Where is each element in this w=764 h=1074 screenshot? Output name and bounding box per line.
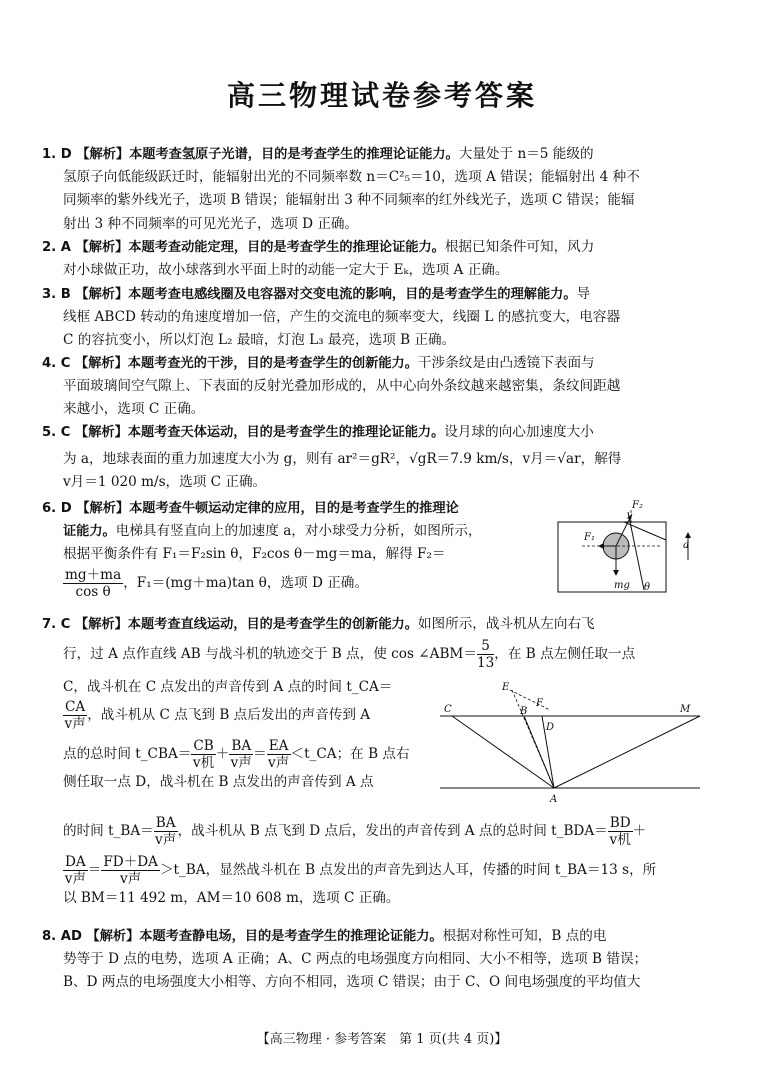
answer-7-line: ，战斗机从 B 点飞到 D 点后，发出的声音传到 A 点的总时间 t_BDA＝ <box>177 823 608 839</box>
answer-6 <box>42 497 552 600</box>
answer-4-heading: 4. C 【解析】本题考查光的干涉，目的是考查学生的创新能力。 <box>42 356 418 371</box>
label-a: A <box>550 794 558 805</box>
answer-7-continued <box>42 815 722 910</box>
answer-7-line: ，在 B 点左侧任取一点 <box>494 646 636 663</box>
answer-5-line: v月＝1 020 m/s，选项 C 正确。 <box>63 474 267 491</box>
answer-2-line: 对小球做正功，故小球落到水平面上时的动能一定大于 Eₖ，选项 A 正确。 <box>63 262 509 279</box>
label-d: D <box>546 722 555 733</box>
answer-6-text: 电梯具有竖直向上的加速度 a，对小球受力分析，如图所示， <box>115 523 482 540</box>
plus-sign: ＋ <box>632 823 647 839</box>
answer-7-line: 以 BM＝11 492 m，AM＝10 608 m，选项 C 正确。 <box>63 890 400 906</box>
fraction: $\frac{DA}{\text{v声}}$ <box>64 854 86 887</box>
label-f2: F₂ <box>632 500 643 511</box>
fraction: $\frac{BA}{\text{v声}}$ <box>230 738 252 772</box>
answer-7-line: C，战斗机在 C 点发出的声音传到 A 点的时间 t_CA＝ <box>63 679 393 695</box>
answer-8-line: B、D 两点的电场强度大小相等、方向不相同，选项 C 错误；由于 C、O 间电场强度的平均值大 <box>63 974 641 991</box>
label-f1: F₁ <box>584 532 595 543</box>
answer-6-line: 根据平衡条件有 F₁＝F₂sin θ，F₂cos θ－mg＝ma，解得 F₂＝ <box>63 546 446 563</box>
elevator-force-diagram <box>552 498 702 594</box>
answer-6-heading-cont: 证能力。 <box>63 524 116 540</box>
answer-3-text: 导 <box>576 286 591 302</box>
answer-6-line: ，F₁＝(mg＋ma)tan θ，选项 D 正确。 <box>123 574 368 591</box>
fraction: $\frac{CB}{\text{v机}}$ <box>192 738 215 772</box>
answer-1-text: 大量处于 n＝5 能级的 <box>458 146 594 162</box>
answer-1 <box>42 143 640 236</box>
force-f2-arrowhead <box>627 514 632 520</box>
label-mg: mg <box>614 580 630 591</box>
label-e: E <box>502 682 510 693</box>
page-title: 高三物理试卷参考答案 <box>226 79 537 112</box>
answer-7 <box>42 613 722 671</box>
answer-7-text: 如图所示，战斗机从左向右飞 <box>417 616 595 632</box>
answer-7-line: 侧任取一点 D，战斗机在 B 点发出的声音传到 A 点 <box>63 774 374 791</box>
answer-5-heading: 5. C 【解析】本题考查天体运动，目的是考查学生的推理论证能力。 <box>42 425 445 440</box>
fighter-jet-sound-diagram <box>432 676 708 812</box>
answer-7-heading: 7. C 【解析】本题考查直线运动，目的是考查学生的创新能力。 <box>42 617 418 632</box>
answer-1-line: 同频率的紫外线光子，选项 B 错误；能辐射出 3 种不同频率的红外线光子，选项 C 错误；能辐 <box>63 192 635 209</box>
acceleration-arrowhead <box>685 532 691 538</box>
fraction: $\frac{EA}{\text{v声}}$ <box>267 738 290 772</box>
force-f1-arrowhead <box>598 543 604 549</box>
answer-2-text: 根据已知条件可知，风力 <box>444 239 595 255</box>
answer-3-line: C 的容抗变小，所以灯泡 L₂ 最暗，灯泡 L₃ 最亮，选项 B 正确。 <box>63 332 456 349</box>
fraction: $\frac{mg+ma}{\text{cos θ}}$ <box>65 566 122 600</box>
answer-5-text: 设月球的向心加速度大小 <box>444 424 594 440</box>
label-theta: θ <box>644 582 651 593</box>
fraction: $\frac{CA}{\text{v声}}$ <box>64 699 86 733</box>
answer-7-left-column <box>42 676 442 794</box>
answer-3 <box>42 283 620 353</box>
answer-8 <box>42 925 647 995</box>
answer-5 <box>42 421 621 495</box>
answer-1-line: 氢原子向低能级跃迁时，能辐射出光的不同频率数 n＝C²₅＝10，选项 A 错误；能辐射出 4 种不 <box>63 169 640 186</box>
fraction: $\frac{FD+DA}{\text{v声}}$ <box>103 854 158 887</box>
answer-6-heading: 6. D 【解析】本题考查牛顿运动定律的应用，目的是考查学生的推理论 <box>42 501 459 516</box>
answer-7-line: ＞t_BA，显然战斗机在 B 点发出的声音先到达人耳，传播的时间 t_BA＝13 s，所 <box>159 862 657 878</box>
answer-3-line: 线框 ABCD 转动的角速度增加一倍，产生的交流电的频率变大，线圈 L 的感抗变大，电容器 <box>63 309 621 326</box>
fraction: $\frac{BA}{\text{v声}}$ <box>155 815 177 848</box>
label-a: a <box>683 540 689 551</box>
plus-sign: ＋ <box>215 746 230 763</box>
answer-7-line: 行，过 A 点作直线 AB 与战斗机的轨迹交于 B 点，使 cos ∠ABM＝ <box>63 646 477 663</box>
answer-4-line: 平面玻璃间空气隙上、下表面的反射光叠加形成的，从中心向外条纹越来越密集，条纹间距越 <box>63 378 621 395</box>
answer-7-line: 的时间 t_BA＝ <box>63 823 154 839</box>
answer-4-text: 干涉条纹是由凸透镜下表面与 <box>417 355 595 371</box>
fraction: $\frac{BD}{\text{v机}}$ <box>609 815 631 848</box>
answer-2-heading: 2. A 【解析】本题考查动能定理，目的是考查学生的推理论证能力。 <box>42 240 445 255</box>
answer-1-line: 射出 3 种不同频率的可见光光子，选项 D 正确。 <box>63 215 359 232</box>
label-m: M <box>680 704 691 715</box>
equals-sign: ＝ <box>253 746 267 763</box>
label-b: B <box>520 706 528 717</box>
incline-wall <box>628 512 644 590</box>
answer-8-line: 势等于 D 点的电势，选项 A 正确；A、C 两点的电场强度方向相同、大小不相等，选项 B 错误； <box>63 951 648 968</box>
answer-7-line: 点的总时间 t_CBA＝ <box>63 746 192 763</box>
answer-1-heading: 1. D 【解析】本题考查氢原子光谱，目的是考查学生的推理论证能力。 <box>42 147 459 162</box>
label-f: F <box>536 698 543 709</box>
fraction: $\frac{5}{13}$ <box>476 638 495 672</box>
gravity-arrowhead <box>613 570 619 576</box>
answer-4-line: 来越小，选项 C 正确。 <box>63 401 205 418</box>
equals-sign: ＝ <box>87 862 102 878</box>
answer-7-line: ＜t_CA；在 B 点右 <box>290 746 410 763</box>
answer-2 <box>42 236 594 282</box>
answer-3-heading: 3. B 【解析】本题考查电感线圈及电容器对交变电流的影响，目的是考查学生的理解能力。 <box>42 287 577 302</box>
answer-4 <box>42 352 620 422</box>
answer-5-line: 为 a，地球表面的重力加速度大小为 g，则有 ar²＝gR²，√gR＝7.9 km/s，v月＝√ar，解得 <box>63 451 622 468</box>
answer-8-text: 根据对称性可知，B 点的电 <box>442 928 607 944</box>
answer-8-heading: 8. AD 【解析】本题考查静电场，目的是考查学生的推理论证能力。 <box>42 929 443 944</box>
label-c: C <box>444 704 452 715</box>
line-ma <box>554 716 700 788</box>
page-footer: 【高三物理 · 参考答案 第 1 页(共 4 页)】 <box>256 1032 508 1047</box>
answer-7-line: ，战斗机从 C 点飞到 B 点后发出的声音传到 A <box>87 707 371 724</box>
